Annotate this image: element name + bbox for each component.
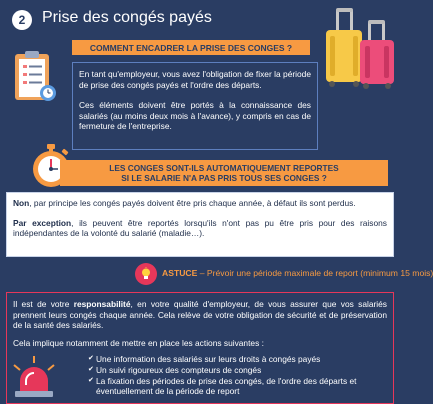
astuce-text: – Prévoir une période maximale de report (minimum 15 mois) <box>197 268 433 278</box>
section2-heading-line2: SI LE SALARIE N'A PAS PRIS TOUS SES CONGES ? <box>121 173 327 183</box>
section3-paragraph1 <box>13 299 387 331</box>
section2-heading-line1: LES CONGES SONT-ILS AUTOMATIQUEMENT REPORTES <box>109 163 339 173</box>
section2-p2-bold: Par exception <box>13 217 72 228</box>
section2-p2-rest: , ils peuvent être reportés lorsqu'ils n'ont pas pu être pris pour des raisons indépendantes de la volonté du salarié (maladie…). <box>13 217 387 239</box>
alarm-light-icon <box>6 355 62 399</box>
section1-heading: COMMENT ENCADRER LA PRISE DES CONGES ? <box>72 40 310 55</box>
section3-paragraph2: Cela implique notamment de mettre en place les actions suivantes : <box>13 337 264 348</box>
section-title: Prise des congés payés <box>42 9 212 26</box>
section2-paragraph1 <box>13 198 387 209</box>
astuce-tip <box>162 268 433 278</box>
list-item: ✔ La fixation des périodes de prise des congés, de l'ordre des départs et éventuellement de la période de report <box>89 376 387 397</box>
section3-p1-start: Il est de votre <box>13 299 74 309</box>
astuce-label: ASTUCE <box>162 268 198 278</box>
list-item: ✔ Un suivi rigoureux des compteurs de congés <box>89 365 387 376</box>
section3-p1-bold: responsabilité <box>73 299 131 309</box>
section1-text-box <box>72 62 318 150</box>
section1-paragraph1: En tant qu'employeur, vous avez l'obligation de fixer la période de prise des congés payés et l'ordre des départs. <box>79 69 311 90</box>
section2-text-box <box>6 192 394 257</box>
section3-text-box <box>6 292 394 404</box>
actions-list <box>13 354 387 396</box>
list-item: ✔ Une information des salariés sur leurs droits à congés payés <box>89 354 387 365</box>
section2-p1-rest: , par principe les congés payés doivent être pris chaque année, à défaut ils sont perdus. <box>29 198 356 208</box>
clipboard-icon <box>12 48 58 104</box>
section2-heading <box>60 160 388 186</box>
lightbulb-icon <box>135 263 157 285</box>
suitcases-icon <box>318 2 398 92</box>
section2-paragraph2 <box>13 218 387 239</box>
section2-p1-bold: Non <box>13 198 30 208</box>
section1-paragraph2: Ces éléments doivent être portés à la connaissance des salariés (au moins deux mois à l'avance), y compris en cas de fermeture de l'entreprise. <box>79 100 311 132</box>
section-number-badge: 2 <box>12 10 32 30</box>
section3-p1-end: , en votre qualité d'employeur, de vous assurer que vos salariés prennent leurs congés chaque année. Cela relève de votre obligation de sécurité et de préservation de la santé des salariés. <box>13 299 387 331</box>
